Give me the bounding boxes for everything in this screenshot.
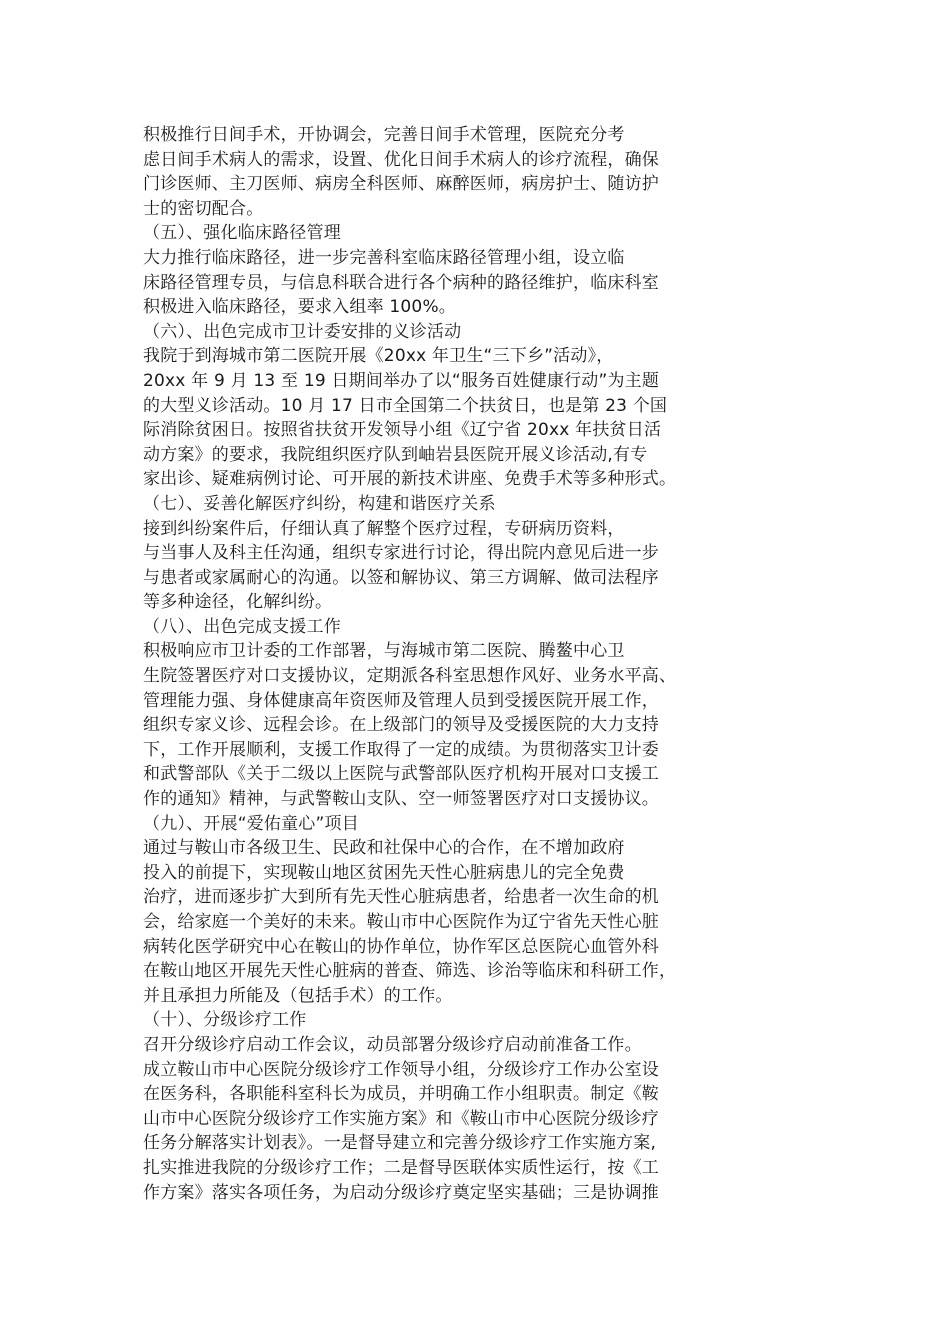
paragraph-line: 扎实推进我院的分级诊疗工作；二是督导医联体实质性运行，按《工 (143, 1157, 659, 1178)
paragraph-line: 与患者或家属耐心的沟通。以签和解协议、第三方调解、做司法程序 (143, 567, 659, 588)
paragraph-line: 门诊医师、主刀医师、病房全科医师、麻醉医师，病房护士、随访护 (143, 174, 659, 195)
paragraph-line: 接到纠纷案件后，仔细认真了解整个医疗过程，专研病历资料， (143, 518, 625, 539)
paragraph-line: 病转化医学研究中心在鞍山的协作单位，协作军区总医院心血管外科 (143, 936, 659, 957)
paragraph-line: 等多种途径，化解纠纷。 (143, 592, 333, 613)
paragraph-line: 在鞍山地区开展先天性心脏病的普查、筛选、诊治等临床和科研工作， (143, 961, 677, 982)
paragraph-line: 在医务科，各职能科室科长为成员，并明确工作小组职责。制定《鞍 (143, 1084, 659, 1105)
paragraph-line: 并且承担力所能及（包括手术）的工作。 (143, 985, 453, 1006)
paragraph-line: 生院签署医疗对口支援协议，定期派各科室思想作风好、业务水平高、 (143, 666, 677, 687)
paragraph-line: 际消除贫困日。按照省扶贫开发领导小组《辽宁省 20xx 年扶贫日活 (143, 420, 662, 441)
document-body (143, 123, 743, 1205)
paragraph-line: 组织专家义诊、远程会诊。在上级部门的领导及受援医院的大力支持 (143, 715, 659, 736)
paragraph-line: 积极响应市卫计委的工作部署，与海城市第二医院、腾鳌中心卫 (143, 641, 625, 662)
paragraph-line: 积极推行日间手术，开协调会，完善日间手术管理，医院充分考 (143, 125, 625, 145)
section-heading: （五）、强化临床路径管理 (143, 223, 341, 244)
paragraph-line: 召开分级诊疗启动工作会议，动员部署分级诊疗启动前准备工作。 (143, 1034, 642, 1055)
paragraph-line: 虑日间手术病人的需求，设置、优化日间手术病人的诊疗流程，确保 (143, 149, 659, 170)
paragraph-line: 任务分解落实计划表》。一是督导建立和完善分级诊疗工作实施方案, (143, 1133, 657, 1154)
paragraph-line: 作方案》落实各项任务，为启动分级诊疗奠定坚实基础；三是协调推 (143, 1182, 659, 1203)
paragraph-line: 治疗，进而逐步扩大到所有先天性心脏病患者，给患者一次生命的机 (143, 887, 659, 908)
paragraph-line: 成立鞍山市中心医院分级诊疗工作领导小组，分级诊疗工作办公室设 (143, 1059, 659, 1080)
paragraph-line: 管理能力强、身体健康高年资医师及管理人员到受援医院开展工作， (143, 690, 659, 711)
paragraph-line: 家出诊、疑难病例讨论、可开展的新技术讲座、免费手术等多种形式。 (143, 469, 677, 490)
section-heading: （八）、出色完成支援工作 (143, 616, 341, 637)
paragraph-line: 和武警部队《关于二级以上医院与武警部队医疗机构开展对口支援工 (143, 764, 659, 785)
section-heading: （九）、开展“爱佑童心”项目 (143, 813, 359, 834)
paragraph-line: 投入的前提下，实现鞍山地区贫困先天性心脏病患儿的完全免费 (143, 862, 625, 883)
paragraph-line: 动方案》的要求，我院组织医疗队到岫岩县医院开展义诊活动,有专 (143, 444, 648, 465)
paragraph-line: 20xx 年 9 月 13 至 19 日期间举办了以“服务百姓健康行动”为主题 (143, 370, 660, 391)
section-heading: （六）、出色完成市卫计委安排的义诊活动 (143, 321, 462, 342)
paragraph-line: 积极进入临床路径，要求入组率 100%。 (143, 297, 457, 318)
paragraph-line: 作的通知》精神，与武警鞍山支队、空一师签署医疗对口支援协议。 (143, 789, 659, 810)
paragraph-line: 大力推行临床路径，进一步完善科室临床路径管理小组，设立临 (143, 247, 625, 268)
paragraph-line: 下，工作开展顺利，支援工作取得了一定的成绩。为贯彻落实卫计委 (143, 739, 659, 760)
paragraph-line: 床路径管理专员，与信息科联合进行各个病种的路径维护，临床科室 (143, 272, 659, 293)
paragraph-line: 山市中心医院分级诊疗工作实施方案》和《鞍山市中心医院分级诊疗 (143, 1108, 659, 1129)
section-heading: （十）、分级诊疗工作 (143, 1010, 307, 1031)
paragraph-line: 我院于到海城市第二医院开展《20xx 年卫生“三下乡”活动》， (143, 346, 614, 367)
paragraph-line: 的大型义诊活动。10 月 17 日市全国第二个扶贫日，也是第 23 个国 (143, 395, 668, 416)
section-heading: （七）、妥善化解医疗纠纷，构建和谐医疗关系 (143, 493, 496, 514)
paragraph-line: 通过与鞍山市各级卫生、民政和社保中心的合作，在不增加政府 (143, 838, 625, 859)
paragraph-line: 士的密切配合。 (143, 198, 264, 219)
paragraph-line: 与当事人及科主任沟通，组织专家进行讨论，得出院内意见后进一步 (143, 543, 659, 564)
paragraph-line: 会，给家庭一个美好的未来。鞍山市中心医院作为辽宁省先天性心脏 (143, 912, 659, 932)
